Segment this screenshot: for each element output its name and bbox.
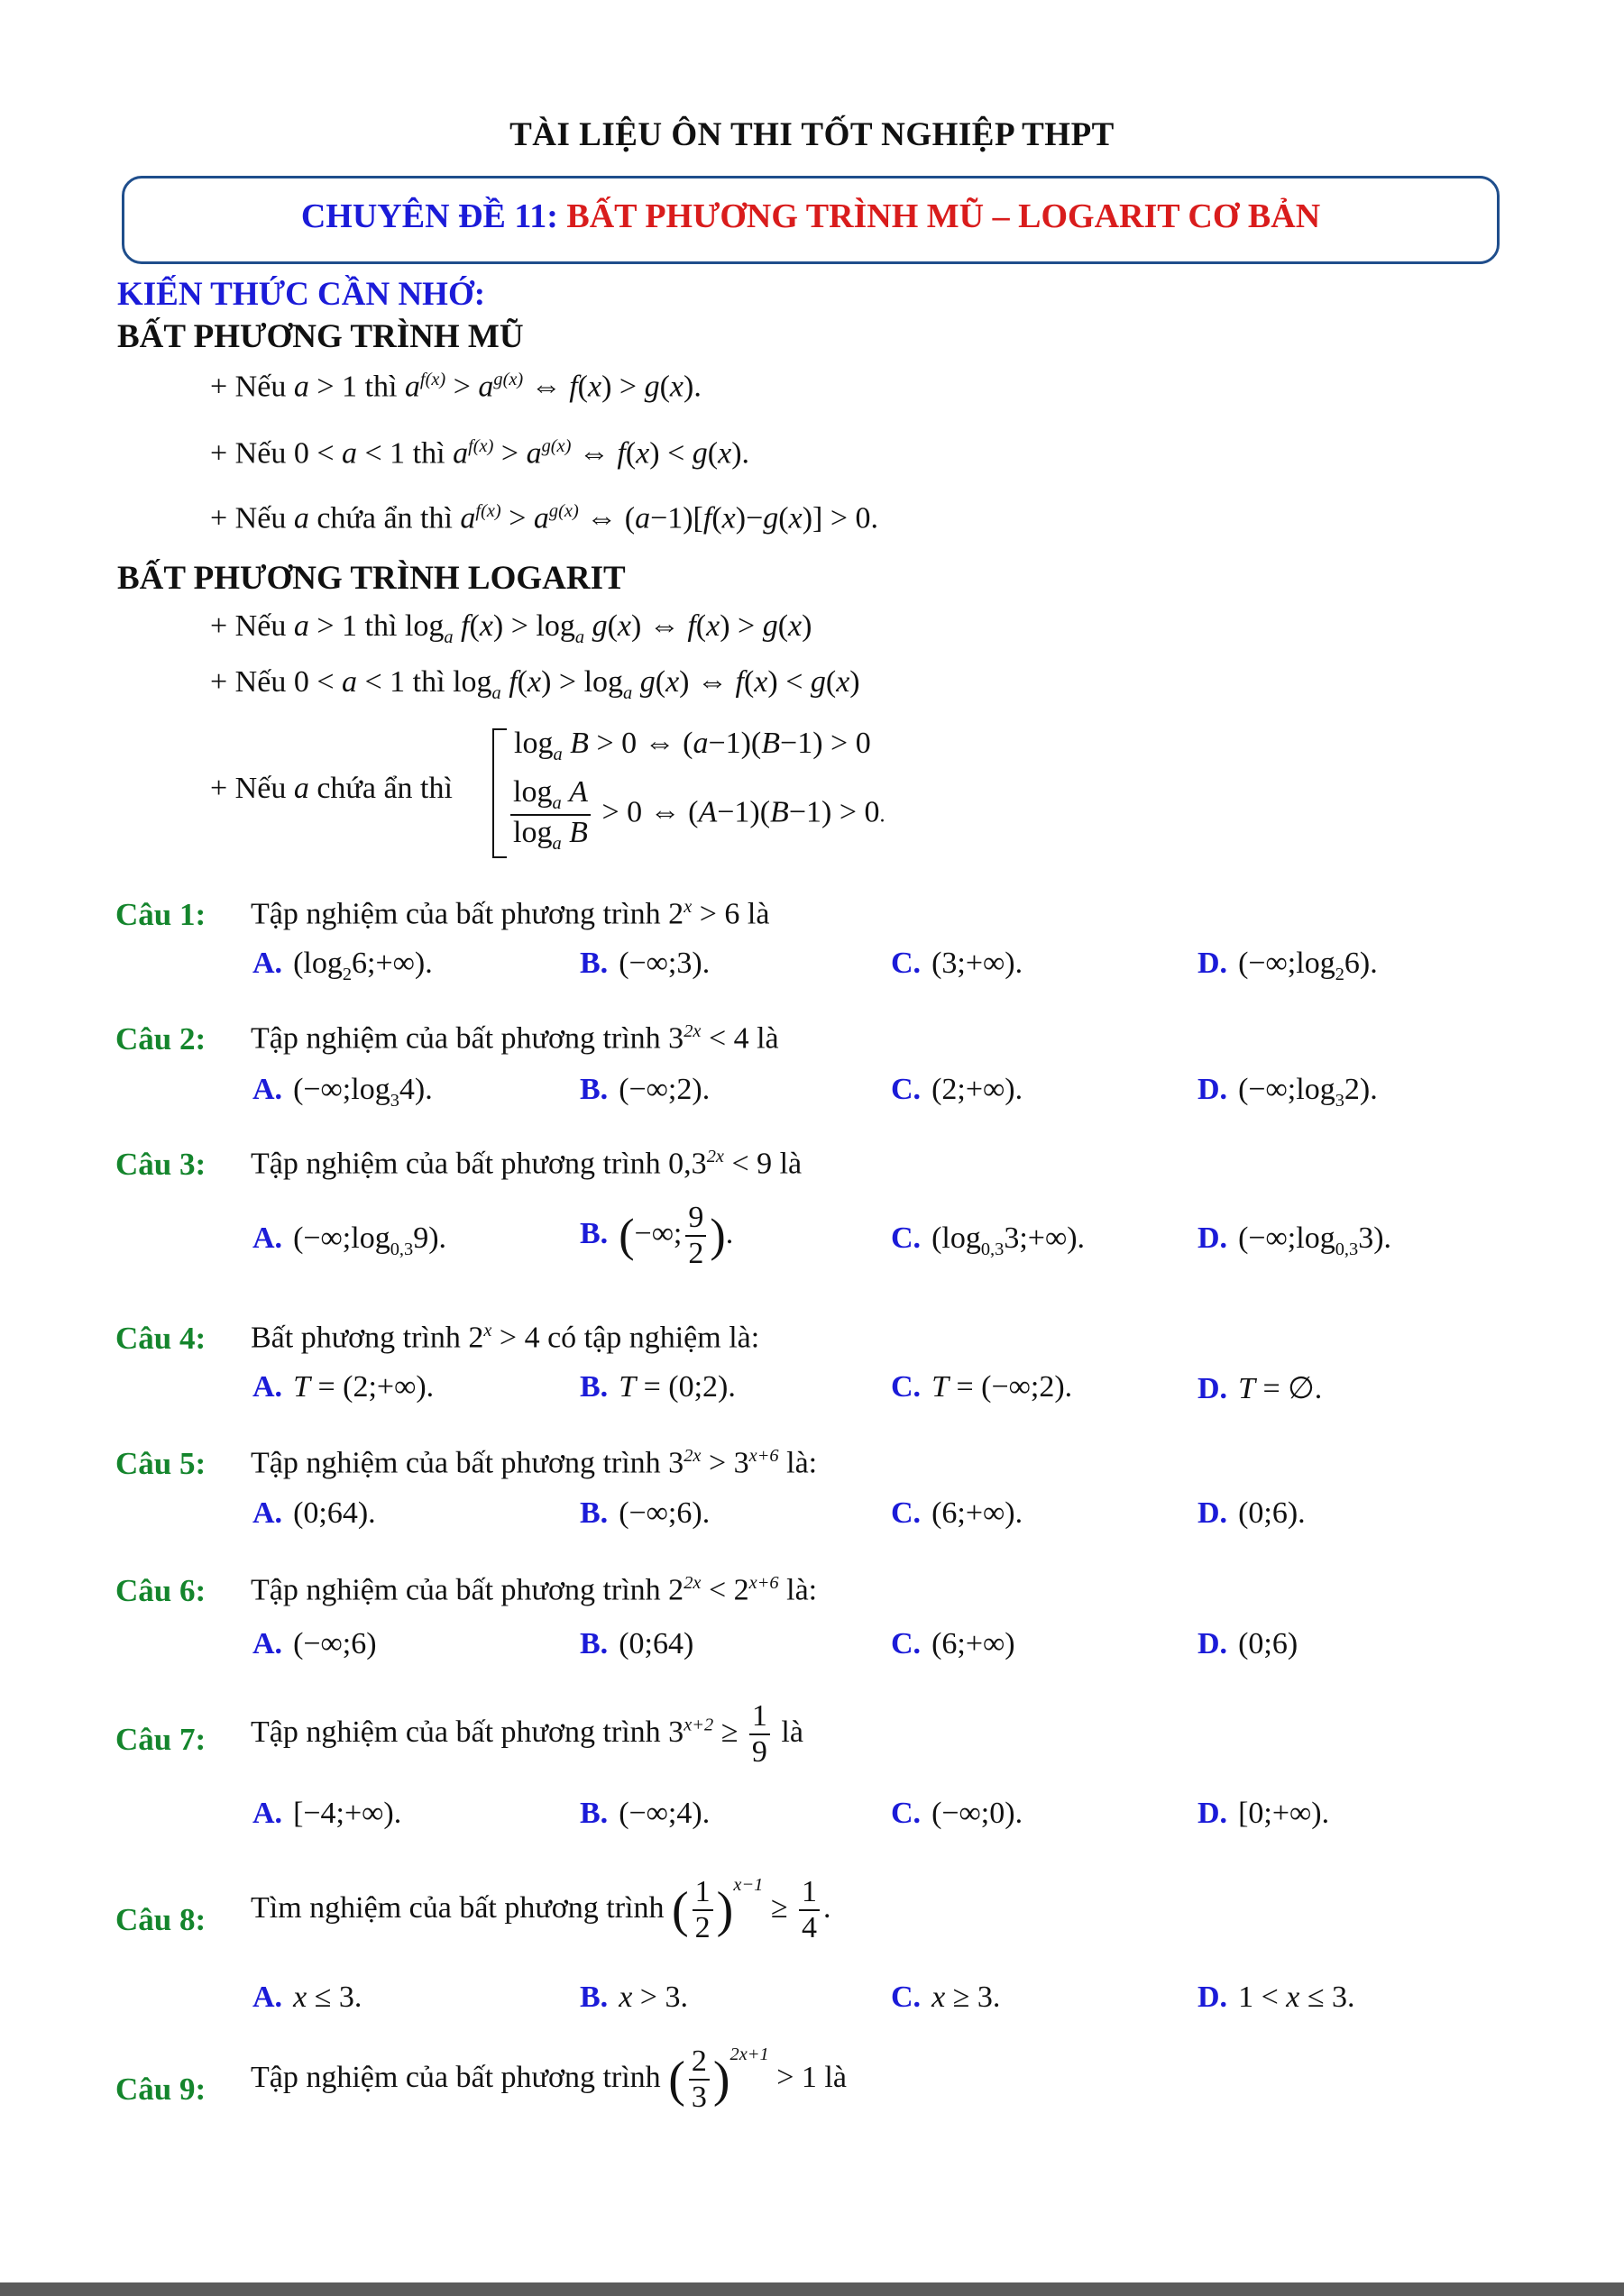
question-9-text: Tập nghiệm của bất phương trình ( $\frac{2}{3}$ )$^{2x+1}$ > 1 là <box>251 2044 847 2115</box>
question-5-option-b[interactable]: B. (−∞;6). <box>580 1496 711 1530</box>
question-6-option-c[interactable]: C. (6;+∞) <box>891 1627 1015 1660</box>
question-7-option-d[interactable]: D. [0;+∞). <box>1197 1797 1330 1830</box>
question-8-option-b[interactable]: B. x > 3. <box>580 1980 688 2014</box>
exp-rule-1: + Nếu a > 1 thì $a^{f(x)} > a^{g(x)}$ ⇔ f(x) > g(x). <box>210 370 702 404</box>
question-5-option-c[interactable]: C. (6;+∞). <box>891 1496 1023 1530</box>
question-2-option-b[interactable]: B. (−∞;2). <box>580 1073 711 1106</box>
topic-name: BẤT PHƯƠNG TRÌNH MŨ – LOGARIT CƠ BẢN <box>566 197 1321 235</box>
question-9-label: Câu 9: <box>115 2072 206 2107</box>
question-3-text: Tập nghiệm của bất phương trình $0,3^{2x} < 9$ là <box>251 1147 803 1181</box>
question-2-text: Tập nghiệm của bất phương trình $3^{2x} < 4$ là <box>251 1021 779 1056</box>
question-6-option-a[interactable]: A. (−∞;6) <box>252 1627 377 1660</box>
question-3-option-d[interactable]: D. $(-\infty;\log_{0,3}3)$. <box>1197 1221 1392 1259</box>
question-5-option-d[interactable]: D. (0;6). <box>1197 1496 1306 1530</box>
log-rule-1: + Nếu a > 1 thì $\log_a f(x) > \log_a g(x)$ ⇔ f(x) > g(x) <box>210 609 812 647</box>
question-1-option-d[interactable]: D. $(-\infty;\log_26)$. <box>1197 947 1378 984</box>
exp-section-heading: BẤT PHƯƠNG TRÌNH MŨ <box>117 318 524 355</box>
question-7-option-a[interactable]: A. [−4;+∞). <box>252 1797 402 1830</box>
question-4-option-b[interactable]: B. T = (0;2). <box>580 1370 736 1404</box>
question-3-option-c[interactable]: C. $(\log_{0,3}3;+\infty)$. <box>891 1221 1086 1259</box>
log-rule-2: + Nếu 0 < a < 1 thì $\log_a f(x) > \log_a g(x)$ ⇔ f(x) < g(x) <box>210 665 860 703</box>
question-2-option-a[interactable]: A. $(-\infty;\log_34)$. <box>252 1073 433 1111</box>
question-4-text: Bất phương trình $2^x > 4$ có tập nghiệm là: <box>251 1321 760 1355</box>
question-7-option-c[interactable]: C. (−∞;0). <box>891 1797 1023 1830</box>
question-5-option-a[interactable]: A. (0;64). <box>252 1496 376 1530</box>
question-6-option-b[interactable]: B. (0;64) <box>580 1627 694 1660</box>
knowledge-heading: KIẾN THỨC CẦN NHỚ: <box>117 276 486 313</box>
topic-title <box>122 197 1500 236</box>
exp-rule-2: + Nếu 0 < a < 1 thì $a^{f(x)} > a^{g(x)}$ ⇔ f(x) < g(x). <box>210 436 750 471</box>
question-3-option-a[interactable]: A. $(-\infty;\log_{0,3}9)$. <box>252 1221 447 1259</box>
page-bottom-edge <box>0 2282 1624 2296</box>
question-2-option-c[interactable]: C. (2;+∞). <box>891 1073 1023 1106</box>
question-2-label: Câu 2: <box>115 1021 206 1057</box>
question-4-option-d[interactable]: D. T = ∅. <box>1197 1372 1323 1405</box>
question-6-option-d[interactable]: D. (0;6) <box>1197 1627 1298 1660</box>
topic-prefix: CHUYÊN ĐỀ 11: <box>300 197 567 235</box>
question-8-label: Câu 8: <box>115 1902 206 1937</box>
question-1-option-b[interactable]: B. (−∞;3). <box>580 947 711 980</box>
question-4-option-a[interactable]: A. T = (2;+∞). <box>252 1370 435 1404</box>
question-8-text: Tìm nghiệm của bất phương trình ( $\frac{1}{2}$ )$^{x-1}$ ≥ $\frac{1}{4}$ . <box>251 1875 831 1945</box>
log-section-heading: BẤT PHƯƠNG TRÌNH LOGARIT <box>117 560 626 597</box>
question-1-option-c[interactable]: C. (3;+∞). <box>891 947 1023 980</box>
question-3-option-b[interactable]: B. (−∞; $\frac{9}{2}$ ). <box>580 1201 734 1270</box>
question-5-label: Câu 5: <box>115 1446 206 1481</box>
log-rule-3: + Nếu a chứa ẩn thì <box>210 772 453 805</box>
system-bracket <box>492 728 507 858</box>
exp-rule-3: + Nếu a chứa ẩn thì $a^{f(x)} > a^{g(x)}$ ⇔ (a−1)[f(x)−g(x)] > 0. <box>210 501 879 535</box>
question-7-text: Tập nghiệm của bất phương trình $3^{x+2}$ ≥ $\frac{1}{9}$ là <box>251 1699 803 1769</box>
question-8-option-a[interactable]: A. x ≤ 3. <box>252 1980 362 2014</box>
system-line-1: $\log_a B > 0$ ⇔ (a−1)(B−1) > 0 <box>514 727 871 764</box>
question-1-label: Câu 1: <box>115 897 206 932</box>
question-2-option-d[interactable]: D. $(-\infty;\log_32)$. <box>1197 1073 1378 1111</box>
question-7-option-b[interactable]: B. (−∞;4). <box>580 1797 711 1830</box>
question-6-text: Tập nghiệm của bất phương trình $2^{2x} < 2^{x+6}$ là: <box>251 1573 818 1607</box>
question-8-option-d[interactable]: D. 1 < x ≤ 3. <box>1197 1980 1355 2014</box>
question-5-text: Tập nghiệm của bất phương trình $3^{2x} > 3^{x+6}$ là: <box>251 1446 818 1480</box>
system-line-2: $\frac{\log_a A}{\log_a B}$ > 0 ⇔ (A−1)(B−1) > 0. <box>510 775 885 855</box>
question-6-label: Câu 6: <box>115 1573 206 1608</box>
question-3-label: Câu 3: <box>115 1147 206 1182</box>
question-4-option-c[interactable]: C. T = (−∞;2). <box>891 1370 1073 1404</box>
question-1-option-a[interactable]: A. $(\log_26;+\infty)$. <box>252 947 433 984</box>
question-8-option-c[interactable]: C. x ≥ 3. <box>891 1980 1001 2014</box>
document-title: TÀI LIỆU ÔN THI TỐT NGHIỆP THPT <box>509 116 1115 153</box>
question-7-label: Câu 7: <box>115 1722 206 1757</box>
question-1-text: Tập nghiệm của bất phương trình $2^x > 6$ là <box>251 897 770 931</box>
question-4-label: Câu 4: <box>115 1321 206 1356</box>
